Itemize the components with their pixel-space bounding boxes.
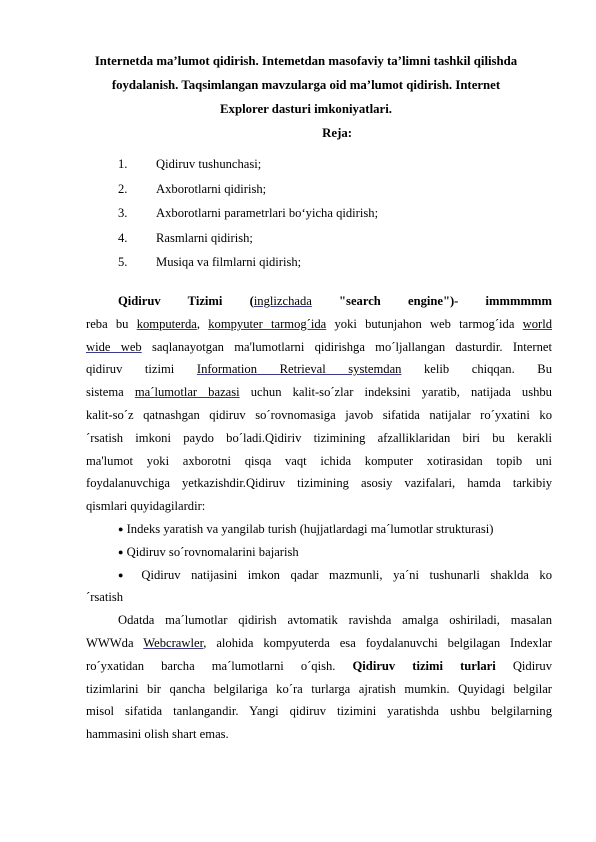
plan-item-number: 5. [118,255,128,269]
bullet-text: Indeks yaratish va yangilab turish (hujjatlardagi ma´lumotlar strukturasi) [126,521,494,536]
plan-item-text: Axborotlarni parametrlari bo‘yicha qidirish; [156,206,379,220]
plan-item [118,201,378,226]
plan-item-text: Axborotlarni qidirish; [156,181,267,196]
paragraph-line: foydalanuvchiga yetkazishdir.Qidiruv tizimining asosiy vazifalari, hamda tarkibiy [86,476,552,491]
bullet-icon: ● [118,523,124,534]
document-title [70,49,542,121]
bullet-continuation: ´rsatish [86,590,124,605]
paragraph-line: ´rsatish imkoni paydo bo´ladi.Qidiriv tizimining afzalliklaridan biri bu kerakli [86,430,552,445]
bullet-text: Qidiruv so´rovnomalarini bajarish [126,544,299,559]
link-world-wide-web[interactable]: wide web [86,339,142,354]
plan-item-number: 3. [118,206,128,220]
bullet-item [86,541,552,564]
text-run: qidiruv tizimi [86,362,197,377]
text-run: sistema [86,385,135,400]
bullet-text: Qidiruv natijasini imkon qadar mazmunli, ya´ni tushunarli shaklda ko [141,567,552,582]
link-information-retrieval[interactable]: Information Retrieval systemdan [196,362,402,377]
title-line-3: Explorer dasturi imkoniyatlari. [220,102,392,116]
link-komputerda[interactable]: komputerda [136,316,197,331]
text-run: , [196,316,209,331]
bullet-icon: ● [118,569,131,580]
title-line-2: foydalanish. Taqsimlangan mavzularga oid ma’lumot qidirish. Internet [111,78,501,92]
plan-item-text: Rasmlarni qidirish; [156,230,253,245]
plan-item-text: Musiqa va filmlarni qidirish; [156,255,302,269]
plan-item [118,226,378,251]
paragraph-line [86,632,552,655]
link-malumotlar-bazasi[interactable]: ma´lumotlar bazasi [134,385,240,400]
paragraph-line [86,381,552,404]
paragraph-line [86,336,552,359]
text-run: , alohida kompyuterda esa foydalanuvchi belgilagan Indexlar [203,635,552,650]
paragraph-line: hammasini olish shart emas. [86,727,229,742]
plan-item [118,152,378,177]
title-line-1: Internetda ma’lumot qidirish. Intemetdan masofaviy ta’limni tashkil qilishda [94,54,518,68]
paragraph-line: ma'lumot yoki axborotni qisqa vaqt ichida komputer xotirasidan topib uni [86,453,552,468]
paragraph-line [86,290,552,313]
term-search-engine: "search engine")- immmmmm [311,294,552,308]
plan-item [118,177,378,202]
paragraph-line: tizimlarini bir qancha belgilariga ko´ra turlarga ajratish mumkin. Quyidagi belgilar [86,681,552,696]
plan-item-number: 2. [118,181,128,196]
text-run: kelib chiqqan. Bu [401,362,552,377]
paragraph-line: qismlari quyidagilardir: [86,499,206,514]
paragraph-line: Odatda ma´lumotlar qidirish avtomatik ravishda amalga oshiriladi, masalan [118,613,552,628]
bullet-item [86,518,552,541]
bullet-item [86,564,552,587]
text-run: Qidiruv [495,658,552,673]
bullet-icon: ● [118,546,124,557]
paragraph-line [86,313,552,336]
paragraph-line: kalit-so´z qatnashgan qidiruv so´rovnomasiga javob sifatida natijalar ro´yxatini ko [86,407,552,422]
plan-item-number: 1. [118,157,128,171]
text-run: yoki butunjahon web tarmog´ida [326,316,523,331]
text-run: WWWda [86,635,144,650]
plan-item [118,250,378,275]
term-qidiruv-tizimi-turlari: Qidiruv tizimi turlari [352,658,496,673]
term-qidiruv-tizimi: Qidiruv Tizimi ( [118,294,254,308]
link-world-wide-web[interactable]: world [522,316,552,331]
document-body [86,290,552,746]
link-inglizchada[interactable]: inglizchada [253,294,312,308]
plan-heading: Reja: [322,126,352,140]
link-kompyuter-tarmogida[interactable]: kompyuter tarmog´ida [208,316,327,331]
paragraph-line [86,358,552,381]
text-run: ro´yxatidan barcha ma´lumotlarni o´qish. [86,658,353,673]
text-run: reba bu [86,316,137,331]
plan-item-number: 4. [118,230,128,245]
paragraph-line: misol sifatida tanlangandir. Yangi qidiruv tizimini yaratishda ushbu belgilarning [86,704,552,719]
text-run: saqlanayotgan ma'lumotlarni qidirishga mo´ljallangan dasturdir. Internet [141,339,552,354]
text-run: uchun kalit-so´zlar indeksini yaratib, natijada ushbu [239,385,552,400]
paragraph-line [86,655,552,678]
link-webcrawler[interactable]: Webcrawler [143,635,204,650]
plan-list [118,152,378,275]
plan-item-text: Qidiruv tushunchasi; [156,157,262,171]
